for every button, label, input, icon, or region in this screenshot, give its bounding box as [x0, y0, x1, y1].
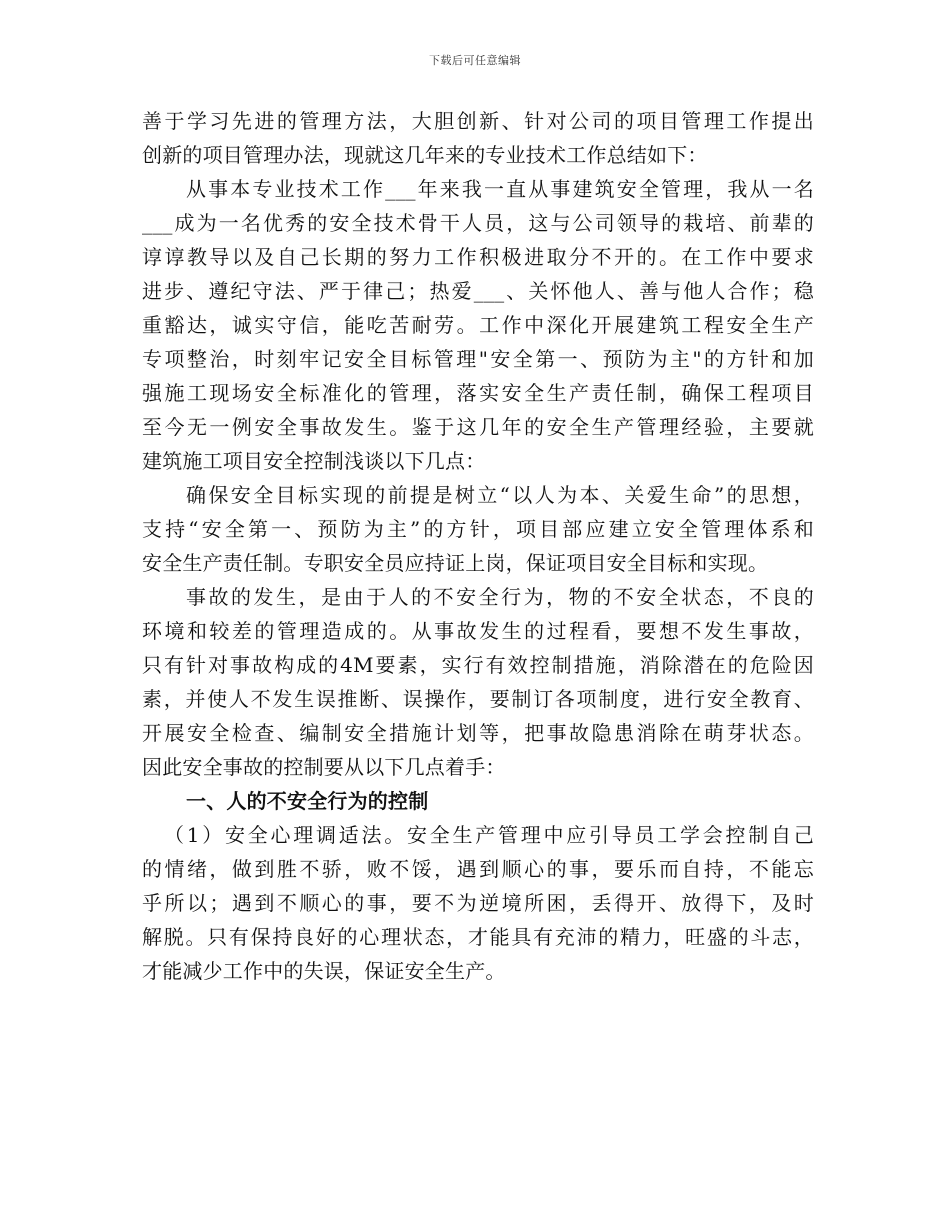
- text-line: 专项整治，时刻牢记安全目标管理"安全第一、预防为主"的方针和加: [142, 347, 814, 371]
- text-line: ___成为一名优秀的安全技术骨干人员，这与公司领导的栽培、前辈的: [142, 211, 814, 235]
- text-line: 支持“安全第一、预防为主”的方针，项目部应建立安全管理体系和: [142, 517, 814, 541]
- text-line: 进步、遵纪守法、严于律己；热爱___、关怀他人、善与他人合作；稳: [142, 279, 814, 303]
- text-line: （1）安全心理调适法。安全生产管理中应引导员工学会控制自己: [164, 823, 814, 847]
- text-line: 的情绪，做到胜不骄，败不馁，遇到顺心的事，要乐而自持，不能忘: [142, 857, 814, 881]
- text-line: 安全生产责任制。专职安全员应持证上岗，保证项目安全目标和实现。: [142, 551, 769, 575]
- text-line: 强施工现场安全标准化的管理，落实安全生产责任制，确保工程项目: [142, 381, 814, 405]
- text-line: 创新的项目管理办法，现就这几年来的专业技术工作总结如下：: [142, 143, 708, 167]
- document-body: [142, 104, 814, 988]
- section-heading: 一、人的不安全行为的控制: [186, 789, 429, 813]
- text-line: 重豁达，诚实守信，能吃苦耐劳。工作中深化开展建筑工程安全生产: [142, 313, 814, 337]
- text-line: 素，并使人不发生误推断、误操作，要制订各项制度，进行安全教育、: [142, 687, 814, 711]
- text-line: 才能减少工作中的失误，保证安全生产。: [142, 959, 506, 983]
- text-line: 善于学习先进的管理方法，大胆创新、针对公司的项目管理工作提出: [142, 109, 814, 133]
- text-line: 因此安全事故的控制要从以下几点着手：: [142, 755, 506, 779]
- text-line: 至今无一例安全事故发生。鉴于这几年的安全生产管理经验，主要就: [142, 415, 814, 439]
- text-line: 建筑施工项目安全控制浅谈以下几点：: [142, 449, 486, 473]
- text-line: 确保安全目标实现的前提是树立“以人为本、关爱生命”的思想，: [186, 483, 814, 507]
- text-line: 谆谆教导以及自己长期的努力工作积极进取分不开的。在工作中要求: [142, 245, 814, 269]
- text-line: 环境和较差的管理造成的。从事故发生的过程看，要想不发生事故，: [142, 619, 814, 643]
- text-line: 开展安全检查、编制安全措施计划等，把事故隐患消除在萌芽状态。: [142, 721, 814, 745]
- text-line: 只有针对事故构成的4M要素，实行有效控制措施，消除潜在的危险因: [142, 653, 814, 677]
- text-line: 解脱。只有保持良好的心理状态，才能具有充沛的精力，旺盛的斗志，: [142, 925, 814, 949]
- text-line: 从事本专业技术工作___年来我一直从事建筑安全管理，我从一名: [186, 177, 814, 201]
- text-line: 乎所以；遇到不顺心的事，要不为逆境所困，丢得开、放得下，及时: [142, 891, 814, 915]
- page-header: 下载后可任意编辑: [429, 54, 521, 67]
- text-line: 事故的发生，是由于人的不安全行为，物的不安全状态，不良的: [186, 585, 814, 609]
